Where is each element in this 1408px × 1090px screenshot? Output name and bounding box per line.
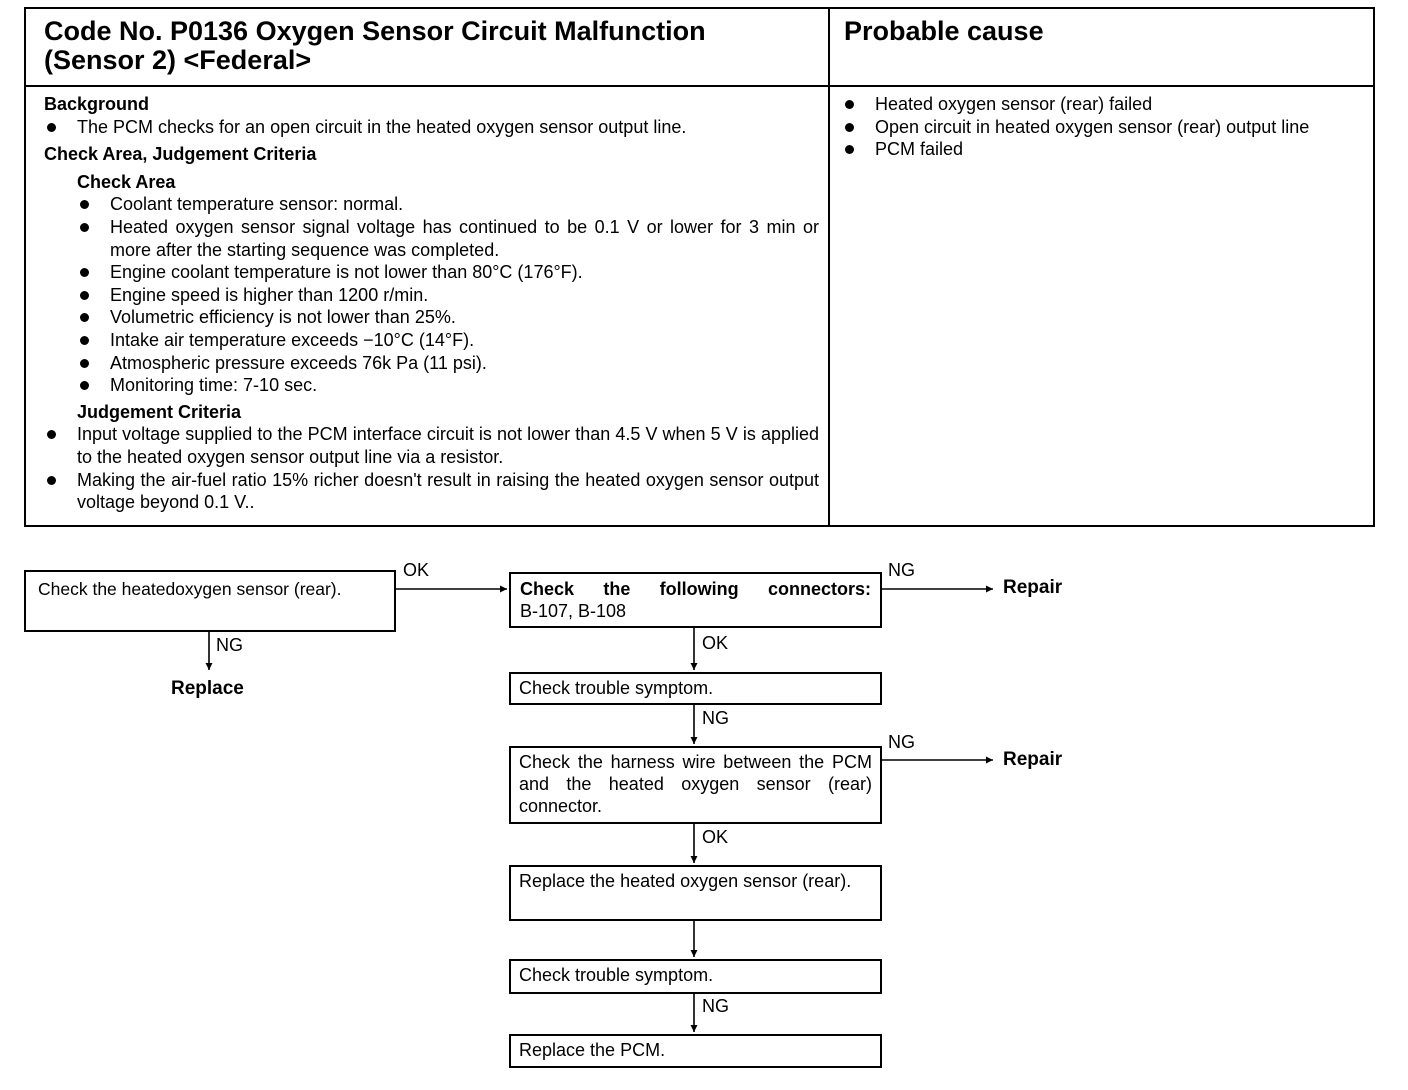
list-item: Heated oxygen sensor (rear) failed xyxy=(842,93,1364,116)
ng-label: NG xyxy=(702,708,729,728)
list-item: Volumetric efficiency is not lower than 25%. xyxy=(77,306,819,329)
page-title: Code No. P0136 Oxygen Sensor Circuit Malfunction (Sensor 2) <Federal> xyxy=(44,16,706,75)
list-item: Atmospheric pressure exceeds 76k Pa (11 psi). xyxy=(77,352,819,375)
ng-label: NG xyxy=(702,996,729,1016)
list-item: Coolant temperature sensor: normal. xyxy=(77,193,819,216)
check-connectors-step xyxy=(509,572,882,628)
check-area-heading: Check Area xyxy=(77,171,176,192)
judgement-criteria-heading: Judgement Criteria xyxy=(77,401,242,422)
list-item: Engine coolant temperature is not lower than 80°C (176°F). xyxy=(77,261,819,284)
connectors-instruction: Check the following connectors: xyxy=(520,579,871,599)
probable-cause-heading: Probable cause xyxy=(844,16,1044,46)
list-item: Making the air-fuel ratio 15% richer doesn't result in raising the heated oxygen sensor output voltage beyond 0.1 V.. xyxy=(44,469,819,514)
ng-label: NG xyxy=(888,560,915,580)
repair-result: Repair xyxy=(1003,577,1063,598)
list-item: Monitoring time: 7-10 sec. xyxy=(77,374,819,397)
ok-label: OK xyxy=(702,633,729,653)
check-symptom-step: Check trouble symptom. xyxy=(509,959,882,994)
replace-sensor-step: Replace the heated oxygen sensor (rear). xyxy=(509,865,882,921)
list-item: Input voltage supplied to the PCM interface circuit is not lower than 4.5 V when 5 V is applied to the heated oxygen sensor output line via a resistor. xyxy=(44,423,819,468)
replace-result: Replace xyxy=(171,678,244,699)
repair-result: Repair xyxy=(1003,749,1063,770)
ok-label: OK xyxy=(702,827,729,847)
connector-ids: B-107, B-108 xyxy=(520,601,627,621)
ok-label: OK xyxy=(403,560,430,580)
replace-pcm-step: Replace the PCM. xyxy=(509,1034,882,1068)
check-symptom-step: Check trouble symptom. xyxy=(509,672,882,705)
check-harness-step: Check the harness wire between the PCM and the heated oxygen sensor (rear) connector. xyxy=(509,746,882,824)
list-item: Intake air temperature exceeds −10°C (14°F). xyxy=(77,329,819,352)
ng-label: NG xyxy=(216,635,243,655)
list-item: Heated oxygen sensor signal voltage has continued to be 0.1 V or lower for 3 min or more after the starting sequence was completed. xyxy=(77,216,819,261)
list-item: The PCM checks for an open circuit in the heated oxygen sensor output line. xyxy=(44,116,819,139)
check-area-judgement-heading: Check Area, Judgement Criteria xyxy=(44,144,317,165)
ng-label: NG xyxy=(888,732,915,752)
list-item: Open circuit in heated oxygen sensor (rear) output line xyxy=(842,116,1364,139)
list-item: Engine speed is higher than 1200 r/min. xyxy=(77,284,819,307)
background-heading: Background xyxy=(44,94,150,114)
list-item: PCM failed xyxy=(842,138,1364,161)
check-sensor-step: Check the heatedoxygen sensor (rear). xyxy=(24,570,396,632)
